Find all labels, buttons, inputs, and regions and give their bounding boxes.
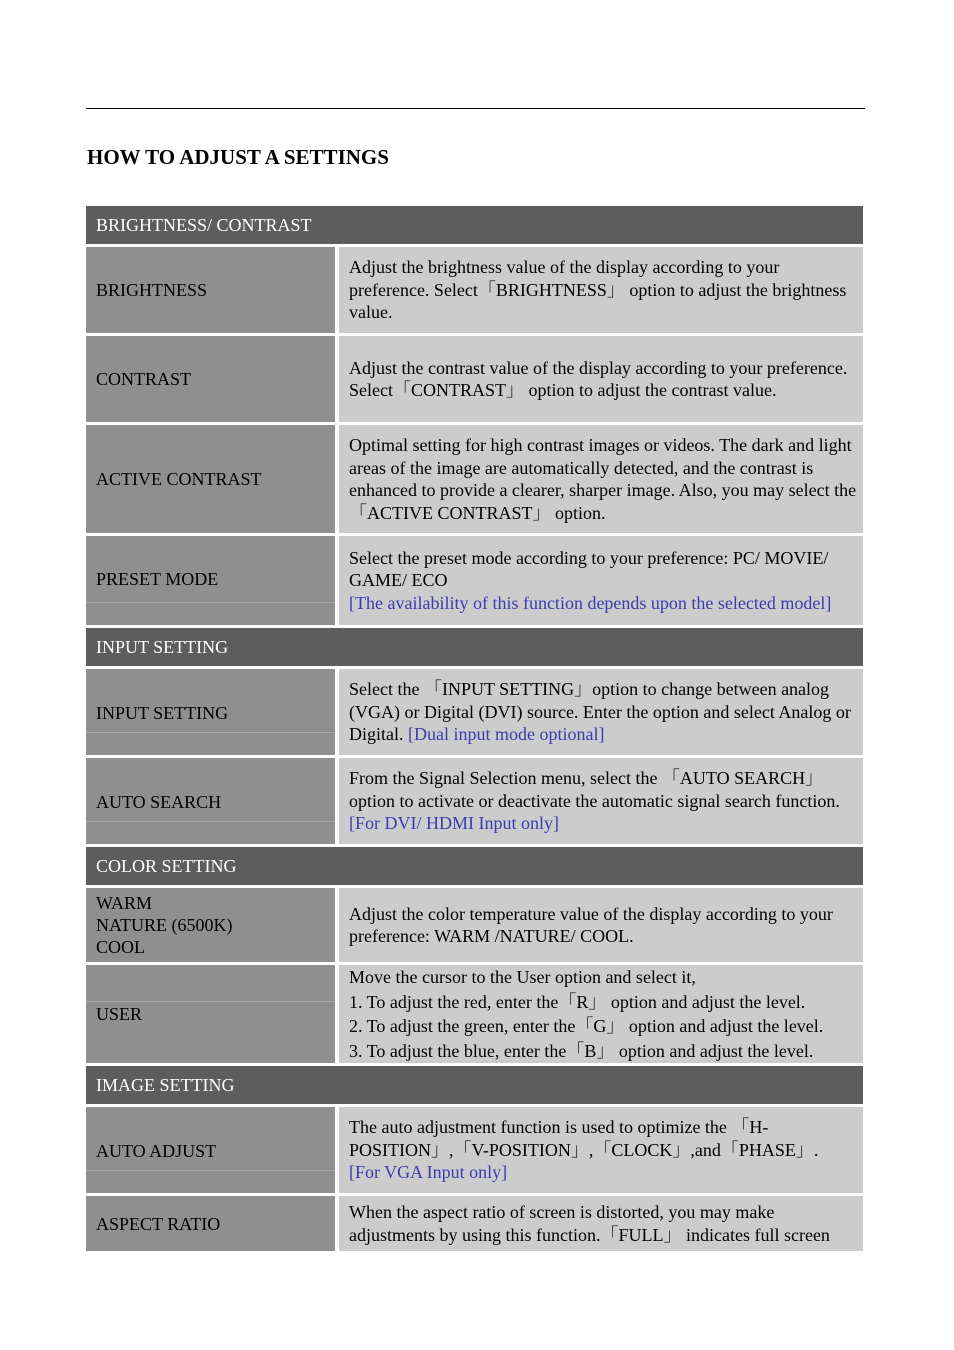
row-auto-adjust (86, 1107, 863, 1193)
page-title: HOW TO ADJUST A SETTINGS (87, 145, 389, 169)
row-label-auto-search: AUTO SEARCH (86, 758, 335, 844)
row-description-preset-mode: Select the preset mode according to your preference: PC/ MOVIE/ GAME/ ECO [The availability of this function depends upon the selected model] (339, 536, 863, 625)
dual-input-note: [Dual input mode optional] (408, 724, 605, 745)
row-input-setting (86, 669, 863, 755)
vga-only-note: [For VGA Input only] (349, 1162, 508, 1183)
row-preset-mode (86, 536, 863, 625)
row-user (86, 965, 863, 1063)
settings-table (86, 206, 863, 1254)
row-label-auto-adjust: AUTO ADJUST (86, 1107, 335, 1193)
row-description-active-contrast: Optimal setting for high contrast images or videos. The dark and light areas of the image are automatically detected, and the contrast is enhanced to provide a clearer, sharper image. Also, you may select the「ACTIVE CONTRAST」 option. (339, 425, 863, 533)
row-description-color-temperature: Adjust the color temperature value of the display according to your preference: WARM /NATURE/ COOL. (339, 888, 863, 962)
section-header-input-setting: INPUT SETTING (86, 628, 863, 666)
section-header-brightness-contrast: BRIGHTNESS/ CONTRAST (86, 206, 863, 244)
row-description-user: Move the cursor to the User option and select it, 1. To adjust the red, enter the「R」 option and adjust the level. 2. To adjust the green, enter the「G」 option and adjust the level. 3. To adjust the blue, enter the「B」 option and adjust the level. (339, 965, 863, 1063)
top-rule (86, 108, 865, 109)
row-aspect-ratio (86, 1196, 863, 1251)
row-color-temperature (86, 888, 863, 962)
row-auto-search (86, 758, 863, 844)
row-description-input-setting: Select the 「INPUT SETTING」option to change between analog (VGA) or Digital (DVI) source. Enter the option and select Analog or Digital. [Dual input mode optional] (339, 669, 863, 755)
row-label-brightness: BRIGHTNESS (86, 247, 335, 333)
row-active-contrast (86, 425, 863, 533)
row-label-active-contrast: ACTIVE CONTRAST (86, 425, 335, 533)
availability-note: [The availability of this function depends upon the selected model] (349, 592, 832, 613)
row-label-user: USER (86, 965, 335, 1063)
row-brightness (86, 247, 863, 333)
row-description-contrast: Adjust the contrast value of the display according to your preference. Select「CONTRAST」 option to adjust the contrast value. (339, 336, 863, 422)
row-description-auto-search: From the Signal Selection menu, select the 「AUTO SEARCH」 option to activate or deactivate the automatic signal search function. [For DVI/ HDMI Input only] (339, 758, 863, 844)
section-header-image-setting: IMAGE SETTING (86, 1066, 863, 1104)
row-label-input-setting: INPUT SETTING (86, 669, 335, 755)
row-description-auto-adjust: The auto adjustment function is used to optimize the 「H-POSITION」,「V-POSITION」,「CLOCK」,and「PHASE」. [For VGA Input only] (339, 1107, 863, 1193)
row-description-aspect-ratio: When the aspect ratio of screen is distorted, you may make adjustments by using this function.「FULL」 indicates full screen (339, 1196, 863, 1251)
row-contrast (86, 336, 863, 422)
row-label-color-temperature: WARM NATURE (6500K) COOL (86, 888, 335, 962)
row-description-brightness: Adjust the brightness value of the display according to your preference. Select「BRIGHTNESS」 option to adjust the brightness value. (339, 247, 863, 333)
section-header-color-setting: COLOR SETTING (86, 847, 863, 885)
row-label-preset-mode: PRESET MODE (86, 536, 335, 625)
row-label-contrast: CONTRAST (86, 336, 335, 422)
dvi-hdmi-note: [For DVI/ HDMI Input only] (349, 813, 559, 834)
row-label-aspect-ratio: ASPECT RATIO (86, 1196, 335, 1251)
